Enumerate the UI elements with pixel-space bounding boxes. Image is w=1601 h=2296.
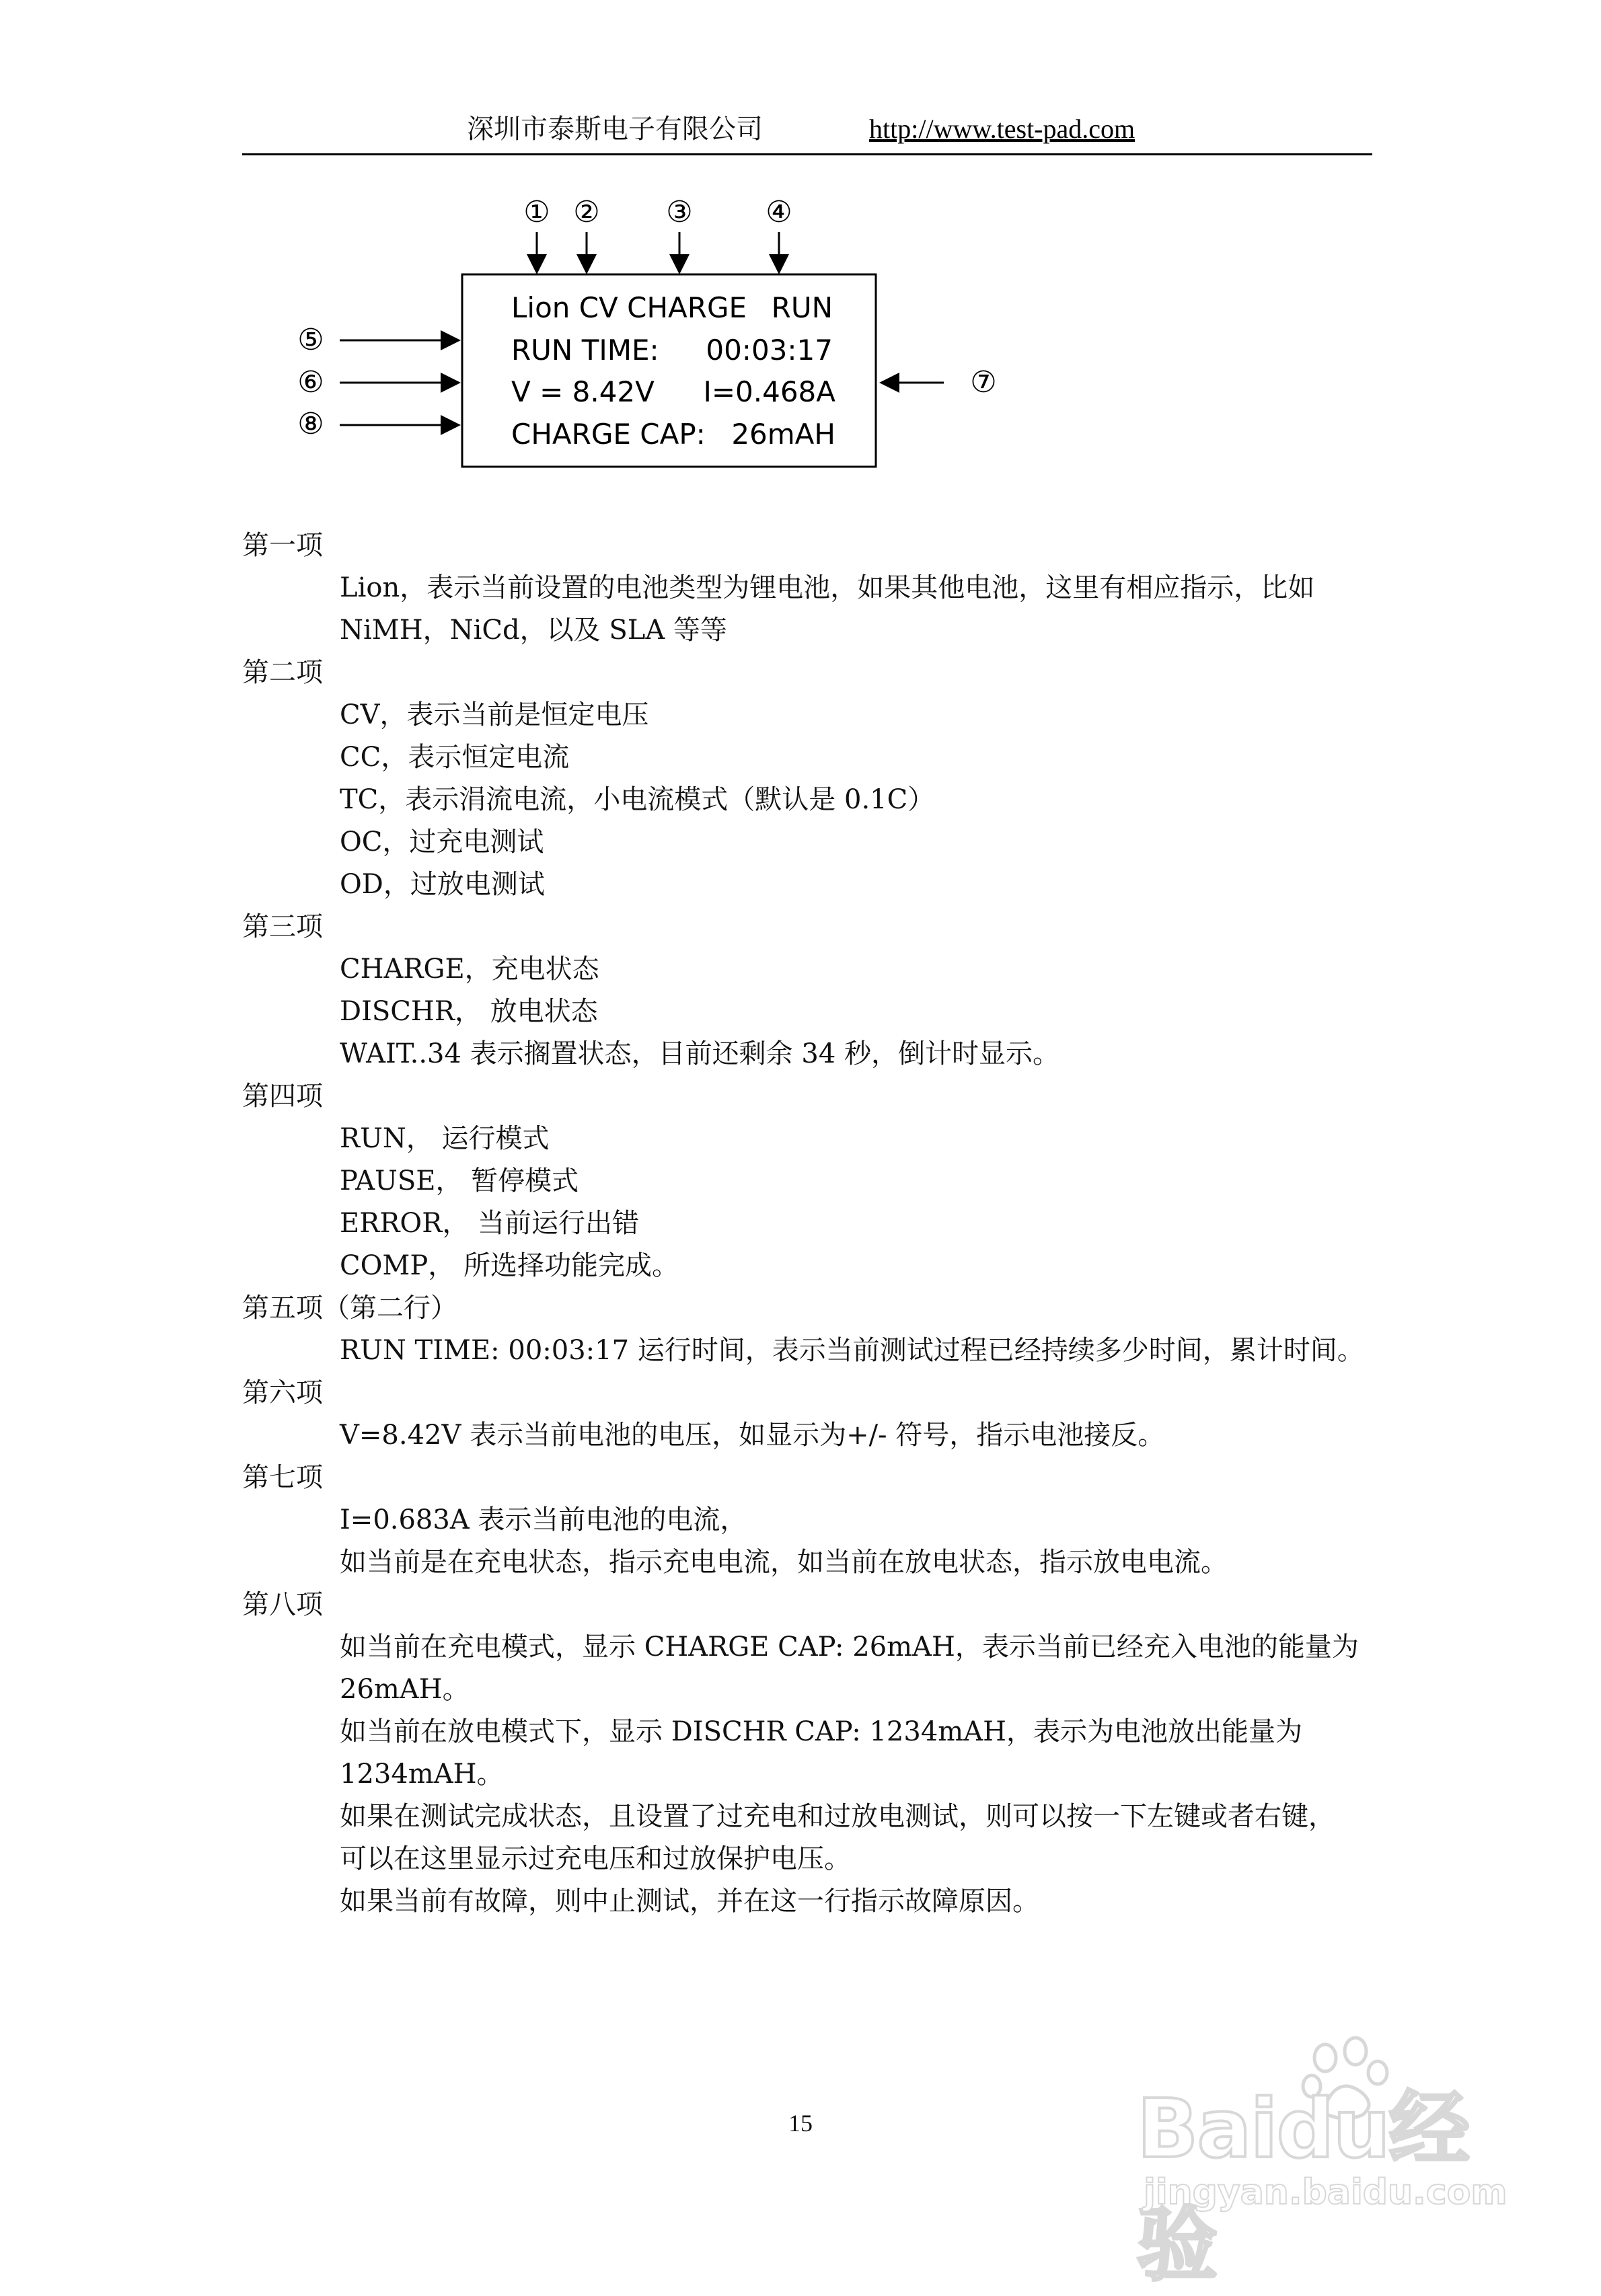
paragraph-line: 可以在这里显示过充电压和过放保护电压。: [340, 1843, 851, 1874]
paragraph-line: PAUSE， 暂停模式: [340, 1165, 579, 1196]
callout-2: ②: [573, 195, 600, 229]
paragraph-line: Lion，表示当前设置的电池类型为锂电池，如果其他电池，这里有相应指示，比如: [340, 572, 1315, 603]
paragraph-line: DISCHR， 放电状态: [340, 996, 598, 1027]
lcd-line-3-right: I=0.468A: [703, 375, 835, 408]
callout-7: ⑦: [970, 365, 997, 399]
callout-6: ⑥: [297, 365, 324, 399]
lcd-line-1-right: RUN: [771, 291, 833, 324]
page-header: [242, 110, 1372, 155]
callout-4: ④: [766, 195, 792, 229]
paragraph-line: TC，表示涓流电流，小电流模式（默认是 0.1C）: [340, 784, 935, 815]
paragraph-line: WAIT..34 表示搁置状态，目前还剩余 34 秒，倒计时显示。: [340, 1038, 1059, 1069]
lcd-line-4-left: CHARGE CAP:: [511, 418, 706, 451]
callout-1: ①: [523, 195, 550, 229]
section-heading-3: 第三项: [242, 911, 323, 942]
paragraph-line: V=8.42V 表示当前电池的电压，如显示为+/- 符号，指示电池接反。: [340, 1420, 1165, 1451]
lcd-line-2-left: RUN TIME:: [511, 334, 659, 367]
paragraph-line: 26mAH。: [340, 1674, 470, 1705]
baidu-watermark: [1137, 2058, 1514, 2292]
paragraph-line: ERROR， 当前运行出错: [340, 1208, 640, 1239]
lcd-line-4-right: 26mAH: [731, 418, 835, 451]
watermark-logo: Baidu经验: [1137, 2083, 1468, 2292]
lcd-diagram: [0, 175, 1601, 484]
lcd-line-3-left: V = 8.42V: [511, 375, 655, 408]
paragraph-line: 如果在测试完成状态，且设置了过充电和过放电测试，则可以按一下左键或者右键，: [340, 1801, 1335, 1832]
document-body: [242, 525, 1372, 1923]
paragraph-line: CV，表示当前是恒定电压: [340, 699, 649, 730]
page-number: 15: [788, 2110, 813, 2137]
section-heading-6: 第六项: [242, 1377, 323, 1408]
lcd-line-1-left: Lion CV CHARGE: [511, 291, 747, 324]
website-link[interactable]: http://www.test-pad.com: [869, 114, 1135, 144]
paragraph-line: OD，过放电测试: [340, 869, 545, 900]
paragraph-line: RUN TIME: 00:03:17 运行时间，表示当前测试过程已经持续多少时间，累计时间。: [340, 1335, 1364, 1366]
section-heading-1: 第一项: [242, 530, 323, 561]
callout-3: ③: [666, 195, 693, 229]
paragraph-line: 如当前在放电模式下，显示 DISCHR CAP: 1234mAH，表示为电池放出能量为: [340, 1716, 1302, 1747]
paragraph-line: 如果当前有故障，则中止测试，并在这一行指示故障原因。: [340, 1886, 1039, 1917]
paragraph-line: 如当前是在充电状态，指示充电电流，如当前在放电状态，指示放电电流。: [340, 1547, 1228, 1578]
paragraph-line: RUN， 运行模式: [340, 1123, 550, 1154]
section-heading-8: 第八项: [242, 1589, 323, 1620]
section-heading-4: 第四项: [242, 1081, 323, 1112]
paragraph-line: I=0.683A 表示当前电池的电流，: [340, 1504, 747, 1535]
company-name: 深圳市泰斯电子有限公司: [467, 114, 763, 145]
paragraph-line: OC，过充电测试: [340, 827, 544, 857]
callout-8: ⑧: [297, 407, 324, 441]
paragraph-line: CHARGE，充电状态: [340, 954, 599, 985]
paragraph-line: 如当前在充电模式，显示 CHARGE CAP: 26mAH，表示当前已经充入电池的能量为: [340, 1632, 1359, 1662]
section-heading-2: 第二项: [242, 657, 323, 688]
paragraph-line: COMP， 所选择功能完成。: [340, 1250, 679, 1281]
lcd-line-2-right: 00:03:17: [706, 334, 833, 367]
paragraph-line: 1234mAH。: [340, 1759, 504, 1790]
watermark-site: jingyan.baidu.com: [1144, 2172, 1507, 2213]
section-heading-7: 第七项: [242, 1462, 323, 1493]
paragraph-line: NiMH，NiCd，以及 SLA 等等: [340, 615, 727, 646]
callout-5: ⑤: [297, 323, 324, 357]
section-heading-5: 第五项（第二行）: [242, 1293, 457, 1324]
paragraph-line: CC，表示恒定电流: [340, 742, 570, 773]
